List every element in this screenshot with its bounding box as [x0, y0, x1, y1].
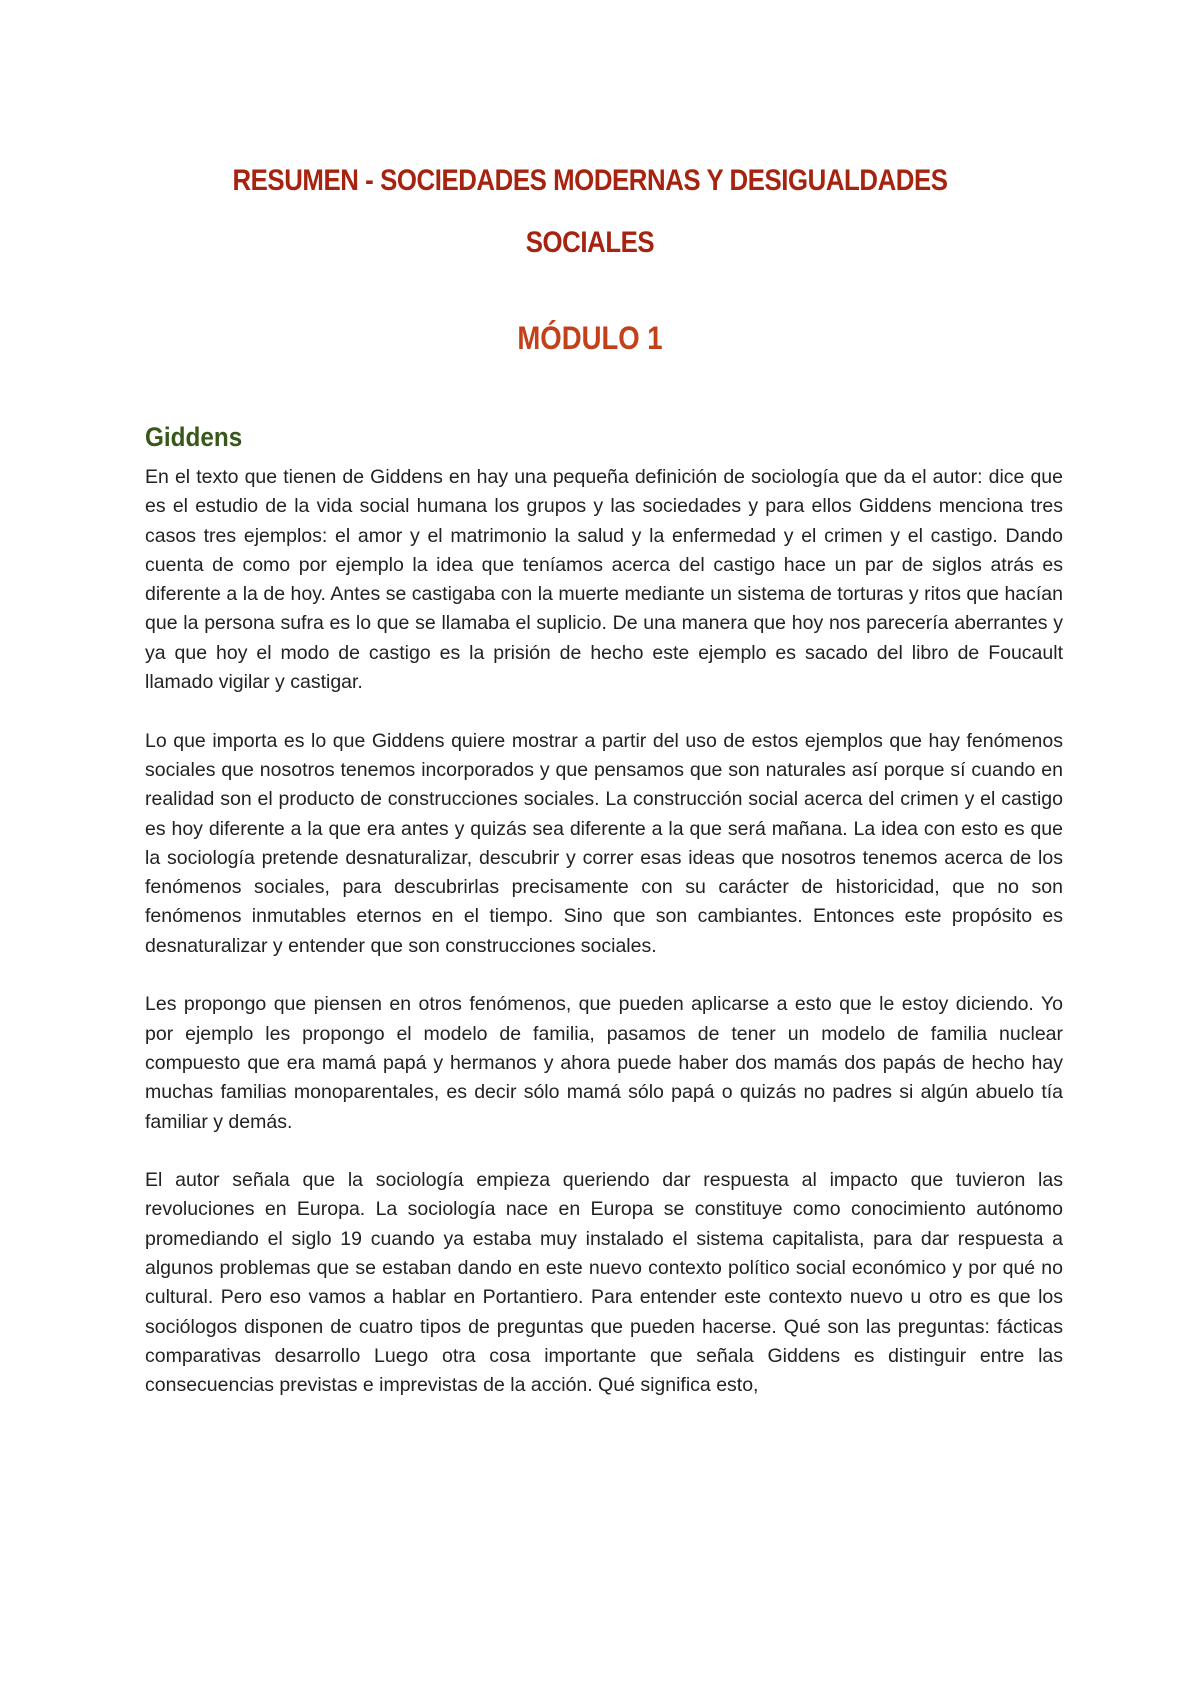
paragraph: El autor señala que la sociología empieza queriendo dar respuesta al impacto que tuvieron las revoluciones en Europa. La sociología nace en Europa se constituye como conocimiento autónomo promediando el siglo 19 cuando ya estaba muy instalado el sistema capitalista, para dar respuesta a algunos problemas que se estaban dando en este nuevo contexto político social económico y por qué no cultural. Pero eso vamos a hablar en Portantiero. Para entender este contexto nuevo u otro es que los sociólogos disponen de cuatro tipos de preguntas que pueden hacerse. Qué son las preguntas: fácticas comparativas desarrollo Luego otra cosa importante que señala Giddens es distinguir entre las consecuencias previstas e imprevistas de la acción. Qué significa esto,: [145, 1169, 1063, 1397]
document-title-line-2: SOCIALES: [525, 226, 655, 259]
paragraph: Lo que importa es lo que Giddens quiere mostrar a partir del uso de estos ejemplos que hay fenómenos sociales que nosotros tenemos incorporados y que pensamos que son naturales así porque sí cuando en realidad son el producto de construcciones sociales. La construcción social acerca del crimen y el castigo es hoy diferente a la que era antes y quizás sea diferente a la que será mañana. La idea con esto es que la sociología pretende desnaturalizar, descubrir y correr esas ideas que nosotros tenemos acerca de los fenómenos sociales, para descubrirlas precisamente con su carácter de historicidad, que no son fenómenos inmutables eternos en el tiempo. Sino que son cambiantes. Entonces este propósito es desnaturalizar y entender que son construcciones sociales.: [145, 729, 1063, 957]
section-heading: Giddens: [145, 422, 243, 452]
module-heading: MÓDULO 1: [517, 320, 663, 356]
document-title-line-1: RESUMEN - SOCIEDADES MODERNAS Y DESIGUALDADES: [232, 164, 948, 197]
paragraph: Les propongo que piensen en otros fenómenos, que pueden aplicarse a esto que le estoy diciendo. Yo por ejemplo les propongo el modelo de familia, pasamos de tener un modelo de familia nuclear compuesto que era mamá papá y hermanos y ahora puede haber dos mamás dos papás de hecho hay muchas familias monoparentales, es decir sólo mamá sólo papá o quizás no padres si algún abuelo tía familiar y demás.: [145, 993, 1063, 1133]
paragraph: En el texto que tienen de Giddens en hay una pequeña definición de sociología que da el autor: dice que es el estudio de la vida social humana los grupos y las sociedades y para ellos Giddens menciona tres casos tres ejemplos: el amor y el matrimonio la salud y la enfermedad y el crimen y el castigo. Dando cuenta de como por ejemplo la idea que teníamos acerca del castigo hace un par de siglos atrás es diferente a la de hoy. Antes se castigaba con la muerte mediante un sistema de torturas y ritos que hacían que la persona sufra es lo que se llamaba el suplicio. De una manera que hoy nos parecería aberrantes y ya que hoy el modo de castigo es la prisión de hecho este ejemplo es sacado del libro de Foucault llamado vigilar y castigar.: [145, 466, 1063, 694]
body-text: [145, 463, 1063, 1430]
document-title: [203, 150, 977, 274]
